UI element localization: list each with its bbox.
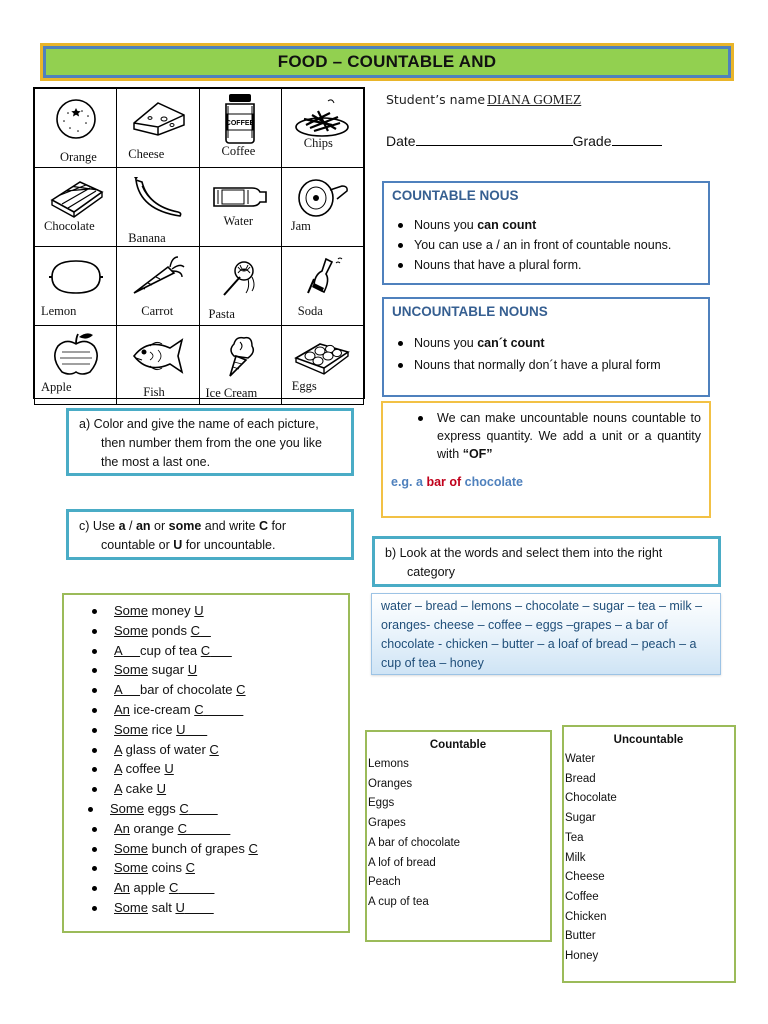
orange-icon (43, 93, 108, 143)
list-item: Eggs (368, 797, 395, 810)
grid-cell-lemon (35, 247, 117, 326)
grid-cell-carrot (117, 247, 199, 326)
exercise-item[interactable]: A cake U (86, 779, 342, 799)
example-line: e.g. a bar of chocolate (391, 475, 523, 489)
grade-label: Grade (572, 133, 612, 149)
grade-field[interactable] (612, 132, 662, 146)
exercise-item[interactable]: A cup of tea C (86, 641, 342, 661)
list-item: Cheese (565, 871, 605, 884)
food-label: Orange (60, 150, 97, 164)
exercise-list-box (62, 593, 350, 933)
list-item: Chicken (565, 910, 607, 923)
chocolate-icon (43, 172, 108, 222)
grid-cell-chocolate (35, 168, 117, 247)
exercise-item[interactable]: A bar of chocolate C (86, 680, 342, 700)
quantity-explanation-text: We can make uncountable nouns countable to express quantity. We add a unit or a quantity with “OF” (391, 409, 701, 463)
food-label: Eggs (291, 379, 317, 393)
date-grade-line (386, 132, 662, 149)
food-label: Apple (41, 380, 72, 394)
instruction-c-box (66, 509, 354, 560)
list-item: Chocolate (565, 792, 617, 805)
food-label: Ice Cream (205, 386, 258, 400)
grid-cell-apple (35, 326, 117, 405)
exercise-item[interactable]: Some bunch of grapes C (86, 839, 342, 859)
list-item: A lof of bread (368, 856, 436, 869)
grid-cell-fish (117, 326, 199, 405)
list-item: Grapes (368, 817, 406, 830)
food-label: Fish (143, 385, 165, 399)
grid-cell-jam (281, 168, 363, 247)
list-item: Tea (565, 831, 584, 844)
soda-icon (290, 251, 355, 301)
exercise-list (86, 601, 342, 918)
student-name-field[interactable]: DIANA GOMEZ (487, 92, 582, 107)
lemon-icon (43, 251, 108, 301)
food-picture-grid (33, 87, 365, 399)
food-label: Chips (303, 136, 333, 150)
exercise-item[interactable]: Some salt U (86, 898, 342, 918)
uncountable-category-box (562, 725, 736, 983)
quantity-explanation-box (381, 401, 711, 518)
list-item: Butter (565, 930, 596, 943)
exercise-item[interactable]: A glass of water C (86, 740, 342, 760)
exercise-item[interactable]: Some rice U (86, 720, 342, 740)
list-item: Coffee (565, 890, 599, 903)
uncountable-category-title: Uncountable (613, 734, 684, 746)
instruction-a-text: a) Color and give the name of each picture, then number them from the one you like the most a last one. (79, 417, 322, 469)
exercise-item[interactable]: Some money U (86, 601, 342, 621)
food-label: Soda (297, 304, 323, 318)
list-item: Nouns you can count (392, 215, 700, 235)
grid-cell-eggs (281, 326, 363, 405)
countable-nouns-title: COUNTABLE NOUS (392, 188, 519, 203)
food-label: Cheese (128, 147, 165, 161)
list-item: Lemons (368, 758, 409, 770)
grid-cell-cheese (117, 89, 199, 168)
uncountable-nouns-box (382, 297, 710, 397)
grid-cell-orange (35, 89, 117, 168)
carrot-icon (125, 251, 190, 301)
exercise-item[interactable]: Some ponds C (86, 621, 342, 641)
countable-nouns-box (382, 181, 710, 285)
list-item: Water (565, 753, 596, 765)
uncountable-nouns-title: UNCOUNTABLE NOUNS (392, 304, 548, 319)
pasta-icon (208, 251, 273, 301)
exercise-item[interactable]: A coffee U (86, 759, 342, 779)
list-item: Milk (565, 851, 586, 864)
grid-cell-soda (281, 247, 363, 326)
grid-cell-pasta (199, 247, 281, 326)
banana-icon (125, 172, 190, 222)
fish-icon (125, 330, 190, 380)
list-item: A cup of tea (368, 895, 429, 908)
list-item: Sugar (565, 812, 596, 825)
food-label: Coffee (221, 144, 256, 158)
food-label: Water (223, 214, 254, 228)
ham-icon (290, 172, 355, 222)
grid-cell-water (199, 168, 281, 247)
countable-category-title: Countable (429, 739, 487, 751)
student-name-line (386, 92, 581, 108)
page-title: FOOD – COUNTABLE AND (46, 49, 728, 75)
food-label: Banana (128, 231, 166, 245)
title-banner (40, 43, 734, 81)
apple-icon (43, 328, 108, 378)
exercise-item[interactable]: Some eggs C (82, 799, 342, 819)
svg-text:COFFEE: COFFEE (225, 120, 255, 127)
food-label: Lemon (41, 304, 77, 318)
list-item: You can use a / an in front of countable nouns. (392, 235, 700, 255)
list-item: Oranges (368, 777, 413, 790)
date-label: Date (386, 133, 416, 149)
coffee-jar-icon (208, 91, 273, 145)
instruction-b-text: b) Look at the words and select them into the right category (385, 546, 663, 579)
date-field[interactable] (416, 132, 573, 146)
list-item: Nouns you can´t count (392, 333, 700, 353)
exercise-item[interactable]: Some coins C (86, 858, 342, 878)
grid-cell-banana (117, 168, 199, 247)
eggs-icon (290, 330, 355, 380)
exercise-item[interactable]: An ice-cream C (86, 700, 342, 720)
ice-cream-icon (208, 330, 273, 380)
grid-cell-ice-cream (199, 326, 281, 405)
food-label: Chocolate (44, 219, 95, 233)
student-name-label: Student’s name (386, 92, 486, 107)
instruction-c-text: c) Use a / an or some and write C for countable or U for uncountable. (79, 519, 287, 552)
grid-cell-chips (281, 89, 363, 168)
exercise-item[interactable]: An orange C (86, 819, 342, 839)
instruction-b-box (372, 536, 721, 587)
instruction-a-box (66, 408, 354, 476)
list-item: A bar of chocolate (368, 836, 461, 849)
list-item: Nouns that have a plural form. (392, 255, 700, 275)
grid-cell-coffee (199, 89, 281, 168)
list-item: Bread (565, 772, 596, 785)
food-label: Jam (290, 219, 311, 233)
list-item: Honey (565, 950, 599, 963)
countable-category-box (365, 730, 552, 942)
word-bank: water – bread – lemons – chocolate – sugar – tea – milk – oranges- cheese – coffee – eggs –grapes – a bar of chocolate - chicken – butter – a loaf of bread – peach – a cup of tea – honey (371, 593, 721, 675)
exercise-item[interactable]: An apple C (86, 878, 342, 898)
cheese-icon (125, 93, 190, 143)
list-item: Peach (368, 876, 401, 889)
exercise-item[interactable]: Some sugar U (86, 660, 342, 680)
food-label: Carrot (141, 304, 174, 318)
list-item: Nouns that normally don´t have a plural form (392, 355, 700, 375)
food-label: Pasta (208, 307, 235, 321)
